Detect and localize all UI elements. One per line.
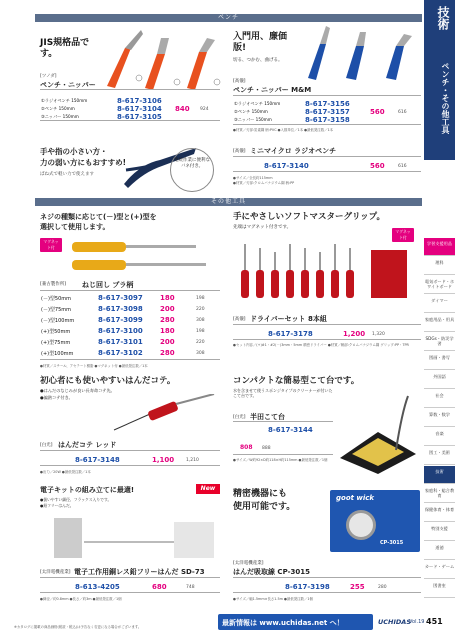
screw-row-price: 180 bbox=[160, 294, 175, 302]
jis-row-1-code: 8-617-3106 bbox=[117, 97, 162, 105]
side-nav-item[interactable]: 理科 bbox=[424, 257, 455, 275]
mm-pliers-2-icon bbox=[346, 32, 366, 80]
mm-row-1-code: 8-617-3156 bbox=[305, 100, 350, 108]
solder-code: 8-613-4205 bbox=[75, 583, 120, 591]
mini-bubble-text: 連続作業に便利なバネ付き。 bbox=[174, 158, 210, 169]
jis-row-2-code: 8-617-3104 bbox=[117, 105, 162, 113]
iron-brand: [白光] bbox=[40, 443, 53, 448]
solder-sub-1: ●扱いやすい細径、フラックス入りです。 bbox=[40, 497, 112, 502]
wick-code: 8-617-3198 bbox=[285, 583, 330, 591]
footer-vol: Vol.19 bbox=[409, 619, 425, 625]
section-bar-pliers: ペンチ bbox=[35, 14, 422, 22]
solder-headline: 電子キットの組み立てに最適! bbox=[40, 486, 135, 494]
screw-headline-1: ネジの種類に応じて(－)型と(+)型を bbox=[40, 213, 157, 221]
driver-shaft-icon bbox=[349, 248, 351, 270]
screw-magnet-tag: マグネット付 bbox=[40, 238, 62, 252]
iron-headline: 初心者にも使いやすいはんだコテ。 bbox=[40, 376, 176, 386]
screw-row-std: 198 bbox=[196, 329, 205, 334]
solder-pack-icon bbox=[174, 522, 214, 558]
stand-price: 808 bbox=[240, 444, 253, 451]
mini-brand: [高儀] bbox=[233, 149, 246, 154]
mm-pliers-1-icon bbox=[308, 26, 330, 80]
section-bar-other-tools: その他工具 bbox=[35, 198, 422, 206]
side-nav-item[interactable]: 学習支援用品 bbox=[424, 238, 455, 256]
side-nav-item[interactable]: 家庭用品・用具 bbox=[424, 314, 455, 332]
screw-row-price: 280 bbox=[160, 349, 175, 357]
side-nav-item[interactable]: SDGs・防災学習 bbox=[424, 333, 455, 351]
stand-std: 888 bbox=[262, 446, 271, 451]
pliers-2-icon bbox=[145, 38, 169, 90]
driver-handle-icon bbox=[301, 270, 309, 298]
mm-row-1-name: ①ラジオペンチ 150mm bbox=[234, 101, 281, 106]
driver-shaft-icon bbox=[259, 248, 261, 270]
mm-sub: 切る、つかむ、曲げる。 bbox=[233, 58, 283, 63]
side-nav-item[interactable]: 道徳 bbox=[424, 542, 455, 560]
mm-row-2-code: 8-617-3157 bbox=[305, 108, 350, 116]
mm-row-2-name: ②ペンチ 150mm bbox=[234, 109, 268, 114]
side-nav-item[interactable]: 図工・美術 bbox=[424, 447, 455, 465]
mm-row-2-price: 560 bbox=[370, 108, 385, 116]
mm-note: ●材質／刃部:炭素鋼 柄:PVC ●入数単位／1本 ●最低発注数／1本 bbox=[233, 128, 334, 132]
wick-note: ●サイズ／幅1.5mm×長さ1.5m ●最低発注数／1個 bbox=[233, 597, 313, 601]
screw-row-price: 200 bbox=[160, 338, 175, 346]
screw-row-price: 200 bbox=[160, 305, 175, 313]
driver-handle-icon bbox=[331, 270, 339, 298]
side-nav-item[interactable]: カード・ゲーム bbox=[424, 561, 455, 579]
side-tab-big: 技術 bbox=[436, 6, 450, 30]
mini-bubble bbox=[170, 148, 214, 192]
screw-row-code: 8-617-3100 bbox=[98, 327, 143, 335]
mini-std: 616 bbox=[398, 164, 407, 169]
driver-code: 8-617-3178 bbox=[268, 330, 313, 338]
stand-headline: コンパクトな簡易型こて台です。 bbox=[233, 376, 360, 386]
driver-handle-icon bbox=[286, 270, 294, 298]
solder-sub-2: ●鉛フリーはんだ。 bbox=[40, 503, 74, 508]
driver-handle-icon bbox=[316, 270, 324, 298]
screwdriver-1-icon bbox=[72, 242, 196, 252]
mini-left-3: ばね式で軽い力で使えます bbox=[40, 172, 94, 177]
screw-row-name: (+)型75mm bbox=[41, 340, 71, 346]
stand-illustration bbox=[336, 392, 420, 476]
screw-row-name: (－)型50mm bbox=[41, 296, 72, 302]
driver-headline: 手にやさしいソフトマスターグリップ。 bbox=[233, 212, 385, 222]
mini-left-1: 手や指の小さい方・ bbox=[40, 147, 108, 156]
screw-row-name: (+)型100mm bbox=[41, 351, 74, 357]
screw-row-std: 198 bbox=[196, 296, 205, 301]
screw-row-name: (+)型50mm bbox=[41, 329, 71, 335]
solder-wire-illustration bbox=[44, 512, 220, 564]
mini-note-1: ●サイズ／全長約115mm bbox=[233, 176, 273, 180]
jis-headline: JIS規格品です。 bbox=[40, 38, 90, 59]
side-nav bbox=[424, 238, 455, 598]
footer-disclaimer: ※カタログに掲載の商品価格(税抜・税込)は予告なく変更になる場合がございます。 bbox=[14, 625, 142, 629]
stand-name: 半田こて台 bbox=[250, 413, 285, 421]
iron-std: 1,210 bbox=[186, 458, 199, 463]
iron-note: ●出力／20W ●最低発注数／1本 bbox=[40, 470, 91, 474]
screw-name: ねじ回し プラ柄 bbox=[82, 281, 134, 289]
screw-row-std: 220 bbox=[196, 340, 205, 345]
screw-row-price: 280 bbox=[160, 316, 175, 324]
stand-brand: [白光] bbox=[233, 415, 246, 420]
screw-row-code: 8-617-3099 bbox=[98, 316, 143, 324]
driver-price: 1,200 bbox=[343, 330, 366, 338]
wick-name: はんだ吸取線 CP-3015 bbox=[233, 568, 310, 576]
jis-brand: [ツノダ] bbox=[40, 74, 57, 79]
driver-brand: [高儀] bbox=[233, 317, 246, 322]
pliers-3-icon bbox=[187, 38, 215, 90]
pliers-illustration bbox=[95, 28, 225, 90]
screw-row-price: 180 bbox=[160, 327, 175, 335]
driver-shaft-icon bbox=[334, 244, 336, 270]
mini-price: 560 bbox=[370, 162, 385, 170]
screw-row-code: 8-617-3101 bbox=[98, 338, 143, 346]
footer-page: 451 bbox=[426, 617, 443, 626]
wick-package-label: goot wick bbox=[336, 494, 375, 502]
driver-case-icon bbox=[371, 250, 407, 298]
wick-std: 280 bbox=[378, 585, 387, 590]
side-nav-item[interactable]: 図画・書写 bbox=[424, 352, 455, 370]
mm-row-3-name: ③ニッパー 150mm bbox=[234, 117, 272, 122]
driver-shaft-icon bbox=[304, 248, 306, 270]
driver-sub: 先端はマグネット付きです。 bbox=[233, 225, 292, 230]
solder-reel-icon bbox=[54, 518, 82, 558]
jis-row-3-name: ③ニッパー 150mm bbox=[41, 114, 79, 119]
wick-brand: [太洋電機産業] bbox=[233, 561, 264, 566]
solder-note: ●線径／約0.8mm ●長さ／約3m ●最低発注数／1個 bbox=[40, 597, 122, 601]
screwdriver-2-icon bbox=[72, 260, 206, 270]
screw-row-code: 8-617-3102 bbox=[98, 349, 143, 357]
mm-row-2-std: 616 bbox=[398, 110, 407, 115]
screw-note: ●材質／スチール、アセテート樹脂 ●マグネット付 ●最低発注数／1本 bbox=[40, 364, 148, 368]
mini-table bbox=[233, 156, 421, 172]
solder-price: 680 bbox=[152, 583, 167, 591]
solder-brand: [太洋電機産業] bbox=[40, 570, 71, 575]
mm-pliers-3-icon bbox=[386, 34, 412, 80]
side-nav-item[interactable]: 家庭科・総合教育 bbox=[424, 485, 455, 503]
jis-row-1-name: ①ラジオペンチ 150mm bbox=[41, 98, 88, 103]
driver-note: ●セット内容／(+)#1・#2(－)3mm・5mm 精密ドライバー ●材質／軸部:クロムバナジウム鋼 グリップ:PP・TPR bbox=[233, 343, 409, 347]
side-nav-item[interactable]: 図書室 bbox=[424, 580, 455, 598]
side-nav-item[interactable]: 技術 bbox=[424, 466, 455, 484]
jis-name: ペンチ・ニッパー bbox=[40, 81, 96, 89]
mm-illustration bbox=[300, 22, 420, 80]
footer-web-text: 最新情報は www.uchidas.net へ！ bbox=[222, 619, 344, 627]
screw-brand: [兼古製作所] bbox=[40, 282, 67, 287]
driver-shaft-icon bbox=[274, 252, 276, 270]
side-nav-item[interactable]: 外国語 bbox=[424, 371, 455, 389]
screw-row-std: 308 bbox=[196, 351, 205, 356]
jis-row-2-std: 924 bbox=[200, 107, 209, 112]
driver-handle-icon bbox=[256, 270, 264, 298]
mm-name: ペンチ・ニッパー M&M bbox=[233, 86, 312, 94]
solder-std: 748 bbox=[186, 585, 195, 590]
driver-table bbox=[233, 324, 421, 340]
driver-handle-icon bbox=[241, 270, 249, 298]
iron-sub-1: ●はんだのなじみが良い長寿命コテ先。 bbox=[40, 388, 115, 393]
side-nav-item[interactable]: 社会 bbox=[424, 390, 455, 408]
wick-headline-1: 精密機器にも bbox=[233, 489, 288, 499]
driver-std: 1,320 bbox=[372, 332, 385, 337]
driver-shaft-icon bbox=[319, 252, 321, 270]
driver-handle-icon bbox=[271, 270, 279, 298]
footer-brand: UCHIDAS bbox=[378, 618, 412, 626]
driver-shaft-icon bbox=[289, 244, 291, 270]
iron-sub-2: ●偏熱コテ付き。 bbox=[40, 395, 73, 400]
driver-name: ドライバーセット 8本組 bbox=[250, 315, 327, 323]
driver-handle-icon bbox=[346, 270, 354, 298]
side-nav-item[interactable]: 特別支援 bbox=[424, 523, 455, 541]
soldering-iron-icon bbox=[110, 394, 220, 434]
jis-row-2-name: ②ペンチ 150mm bbox=[41, 106, 75, 111]
side-nav-item[interactable]: 音楽 bbox=[424, 428, 455, 446]
stand-note: ●サイズ／W約92×D約118×H約115mm ●最低発注数／1個 bbox=[233, 458, 328, 462]
stand-sub: 水を含ませて使うスポンジタイプのクリーナーが付いたこて台です。 bbox=[233, 388, 333, 399]
wick-package-reel bbox=[346, 510, 376, 540]
wick-headline-2: 使用可能です。 bbox=[233, 502, 296, 512]
screw-row-name: (－)型100mm bbox=[41, 318, 75, 324]
mini-left-2: 力の弱い方にもおすすめ! bbox=[40, 158, 126, 167]
side-tab-vert: ペンチ・その他工具 bbox=[441, 62, 450, 134]
mm-brand: [高儀] bbox=[233, 79, 246, 84]
side-nav-item[interactable]: 電気ボード・ホワイトボード bbox=[424, 276, 455, 294]
iron-price: 1,100 bbox=[152, 456, 175, 464]
new-badge: New bbox=[196, 484, 220, 494]
screw-row-name: (－)型75mm bbox=[41, 307, 72, 313]
screw-row-std: 308 bbox=[196, 318, 205, 323]
screwdrivers-illustration bbox=[68, 232, 218, 278]
stand-code: 8-617-3144 bbox=[268, 426, 313, 434]
jis-row-2-price: 840 bbox=[175, 105, 190, 113]
mini-code: 8-617-3140 bbox=[264, 162, 309, 170]
mini-name: ミニマイクロ ラジオペンチ bbox=[250, 147, 337, 155]
mini-note-2: ●材質／刃部:クロムバナジウム鋼 柄:PP bbox=[233, 181, 295, 185]
wick-price: 255 bbox=[350, 583, 365, 591]
side-nav-item[interactable]: 保健体育・体育 bbox=[424, 504, 455, 522]
iron-name: はんだコテ レッド bbox=[58, 441, 117, 449]
driver-shaft-icon bbox=[244, 244, 246, 270]
screw-headline-2: 選択して使用します。 bbox=[40, 223, 110, 231]
mm-row-3-code: 8-617-3158 bbox=[305, 116, 350, 124]
side-nav-item[interactable]: ダイマー bbox=[424, 295, 455, 313]
driver-magnet-tag: マグネット付 bbox=[392, 228, 414, 242]
screw-row-code: 8-617-3098 bbox=[98, 305, 143, 313]
mm-headline: 入門用、廉価版! bbox=[233, 32, 288, 53]
driver-handles-icon bbox=[241, 244, 354, 298]
screw-row-code: 8-617-3097 bbox=[98, 294, 143, 302]
screw-row-std: 220 bbox=[196, 307, 205, 312]
jis-row-3-code: 8-617-3105 bbox=[117, 113, 162, 121]
iron-code: 8-617-3148 bbox=[75, 456, 120, 464]
side-nav-item[interactable]: 算数・数学 bbox=[424, 409, 455, 427]
solder-name: 電子工作用銅レス鉛フリーはんだ SD-73 bbox=[74, 568, 205, 576]
wick-package-model: CP-3015 bbox=[380, 540, 404, 546]
driver-set-illustration bbox=[233, 240, 421, 302]
